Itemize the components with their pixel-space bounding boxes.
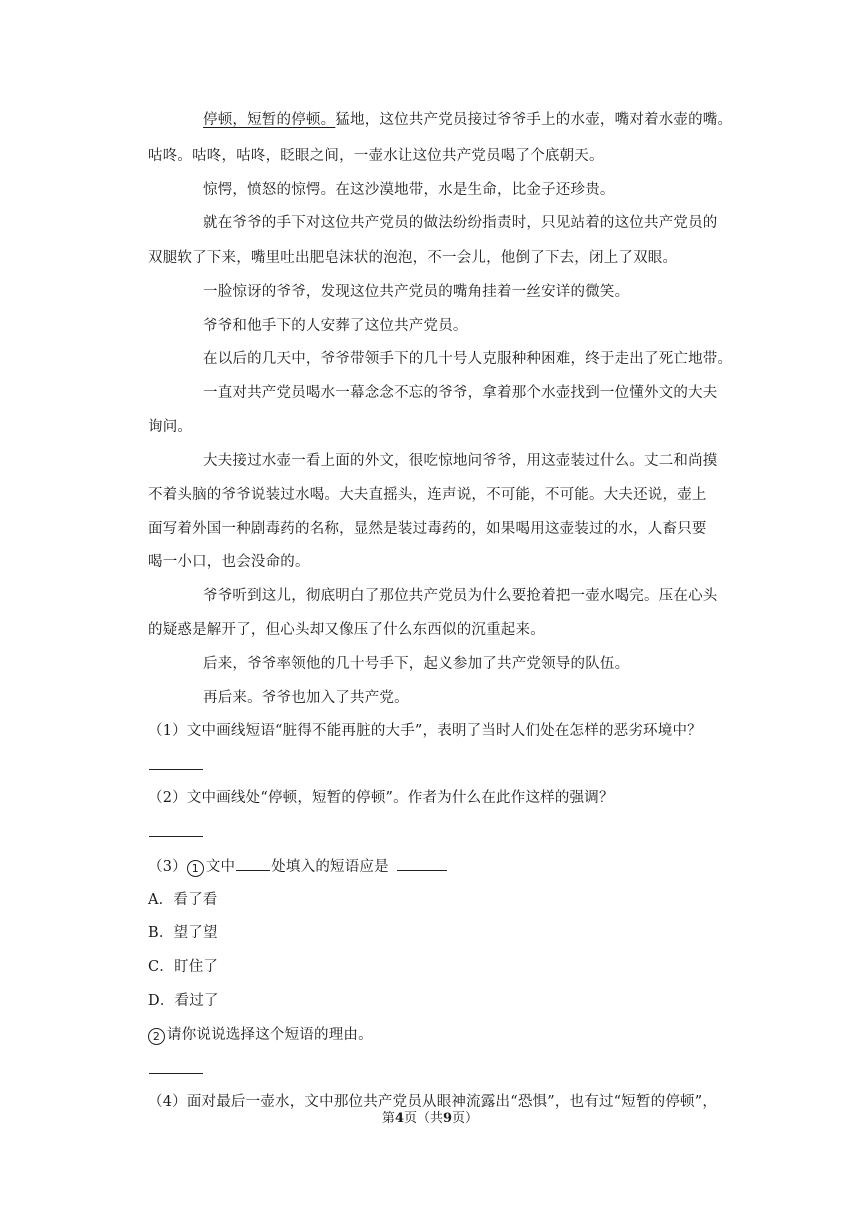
answer-blank[interactable] <box>397 856 447 871</box>
paragraph-text: 猛地，这位共产党员接过爷爷手上的水壶，嘴对着水壶的嘴。 <box>335 112 733 128</box>
paragraph-3-line-1: 就在爷爷的手下对这位共产党员的做法纷纷指责时，只见站着的这位共产党员的 <box>203 215 718 231</box>
paragraph-8-line-2: 不着头脑的爷爷说装过水喝。大夫直摇头，连声说，不可能，不可能。大夫还说，壶上 <box>148 487 707 503</box>
circled-number-2: 2 <box>148 1028 165 1045</box>
paragraph-5: 爷爷和他手下的人安葬了这位共产党员。 <box>203 318 468 334</box>
paragraph-8-line-4: 喝一小口，也会没命的。 <box>148 554 310 570</box>
paragraph-9-line-1: 爷爷听到这儿，彻底明白了那位共产党员为什么要抢着把一壶水喝完。压在心头 <box>203 588 718 604</box>
option-a[interactable]: A．看了看 <box>148 892 218 908</box>
question-3-part-2 <box>148 1025 728 1045</box>
paragraph-2: 惊愕，愤怒的惊愕。在这沙漠地带，水是生命，比金子还珍贵。 <box>203 182 615 198</box>
footer-text: 页（共 <box>403 1111 443 1126</box>
circled-number-1: 1 <box>187 860 204 877</box>
question-text: 请你说说选择这个短语的理由。 <box>167 1027 373 1043</box>
paragraph-6: 在以后的几天中，爷爷带领手下的几十号人克服种种困难，终于走出了死亡地带。 <box>203 351 733 367</box>
footer-text: 页） <box>452 1111 479 1126</box>
paragraph-7-line-1: 一直对共产党员喝水一幕念念不忘的爷爷，拿着那个水壶找到一位懂外文的大夫 <box>203 385 718 401</box>
underlined-phrase: 停顿，短暂的停顿。 <box>203 112 336 128</box>
paragraph-8-line-3: 面写着外国一种剧毒药的名称，显然是装过毒药的，如果喝用这壶装过的水，人畜只要 <box>148 521 707 537</box>
paragraph-4: 一脸惊讶的爷爷，发现这位共产党员的嘴角挂着一丝安详的微笑。 <box>203 284 630 300</box>
question-text: 文中 <box>205 859 236 875</box>
question-1: （1）文中画线短语“脏得不能再脏的大手”，表明了当时人们处在怎样的恶劣环境中？ <box>148 723 702 739</box>
option-b[interactable]: B．望了望 <box>148 925 218 941</box>
total-pages: 9 <box>443 1111 453 1126</box>
paragraph-10: 后来，爷爷率领他的几十号手下，起义参加了共产党领导的队伍。 <box>203 656 630 672</box>
page-footer <box>0 1110 860 1128</box>
page-number: 4 <box>394 1111 404 1126</box>
answer-line-3[interactable] <box>149 1073 203 1074</box>
question-4: （4）面对最后一壶水，文中那位共产党员从眼神流露出“恐惧”，也有过“短暂的停顿”， <box>148 1094 718 1110</box>
footer-text: 第 <box>381 1111 395 1126</box>
paragraph-1-line-1 <box>203 110 731 130</box>
option-c[interactable]: C．盯住了 <box>148 959 219 975</box>
answer-line-2[interactable] <box>149 836 203 837</box>
paragraph-11: 再后来。爷爷也加入了共产党。 <box>203 690 409 706</box>
inline-blank <box>236 856 270 871</box>
paragraph-9-line-2: 的疑惑是解开了，但心头却又像压了什么东西似的沉重起来。 <box>148 622 545 638</box>
question-2: （2）文中画线处“停顿，短暂的停顿”。作者为什么在此作这样的强调？ <box>148 790 614 806</box>
question-text: 处填入的短语应是 <box>271 859 389 875</box>
question-3 <box>148 856 728 877</box>
answer-line-1[interactable] <box>149 769 203 770</box>
paragraph-1-line-2: 咕咚。咕咚，咕咚，眨眼之间，一壶水让这位共产党员喝了个底朝天。 <box>148 148 604 164</box>
question-number: （3） <box>148 859 187 875</box>
paragraph-7-line-2: 询问。 <box>148 419 193 435</box>
paragraph-3-line-2: 双腿软了下来，嘴里吐出肥皂沫状的泡泡，不一会儿，他倒了下去，闭上了双眼。 <box>148 250 678 266</box>
option-d[interactable]: D．看过了 <box>148 993 219 1009</box>
paragraph-8-line-1: 大夫接过水壶一看上面的外文，很吃惊地问爷爷，用这壶装过什么。丈二和尚摸 <box>203 453 718 469</box>
